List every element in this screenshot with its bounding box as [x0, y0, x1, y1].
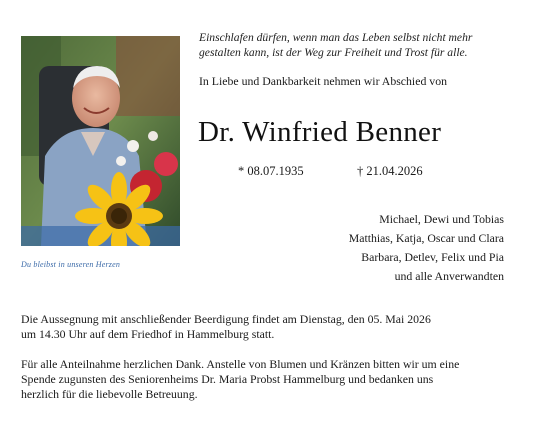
notice-line: um 14.30 Uhr auf dem Friedhof in Hammelburg statt. [21, 327, 275, 341]
thanks-line: Spende zugunsten des Seniorenheims Dr. Maria Probst Hammelburg und bedanken uns [21, 372, 434, 386]
notice-line: Die Aussegnung mit anschließender Beerdigung findet am Dienstag, den 05. Mai 2026 [21, 312, 431, 326]
deceased-name: Dr. Winfried Benner [198, 116, 442, 148]
mourner-line: Barbara, Detlev, Felix und Pia [361, 250, 504, 264]
funeral-notice [21, 312, 526, 342]
mourner-line: und alle Anverwandten [394, 269, 504, 283]
photo-caption: Du bleibst in unseren Herzen [21, 260, 121, 269]
thanks-notice [21, 357, 526, 402]
portrait-image [21, 36, 180, 246]
birth-date: * 08.07.1935 [238, 164, 304, 178]
thanks-line: Für alle Anteilnahme herzlichen Dank. Anstelle von Blumen und Kränzen bitten wir um eine [21, 357, 460, 371]
mourner-line: Matthias, Katja, Oscar und Clara [348, 231, 504, 245]
mourners-list [349, 210, 504, 286]
mourner-line: Michael, Dewi und Tobias [379, 212, 504, 226]
thanks-line: herzlich für die liebevolle Betreuung. [21, 387, 198, 401]
quote-line: gestalten kann, ist der Weg zur Freiheit und Trost für alle. [199, 46, 468, 59]
death-date: † 21.04.2026 [357, 164, 423, 178]
epigraph-quote [199, 30, 529, 60]
quote-line: Einschlafen dürfen, wenn man das Leben selbst nicht mehr [199, 31, 473, 44]
farewell-intro: In Liebe und Dankbarkeit nehmen wir Abschied von [199, 74, 447, 88]
portrait-photo [21, 36, 180, 246]
